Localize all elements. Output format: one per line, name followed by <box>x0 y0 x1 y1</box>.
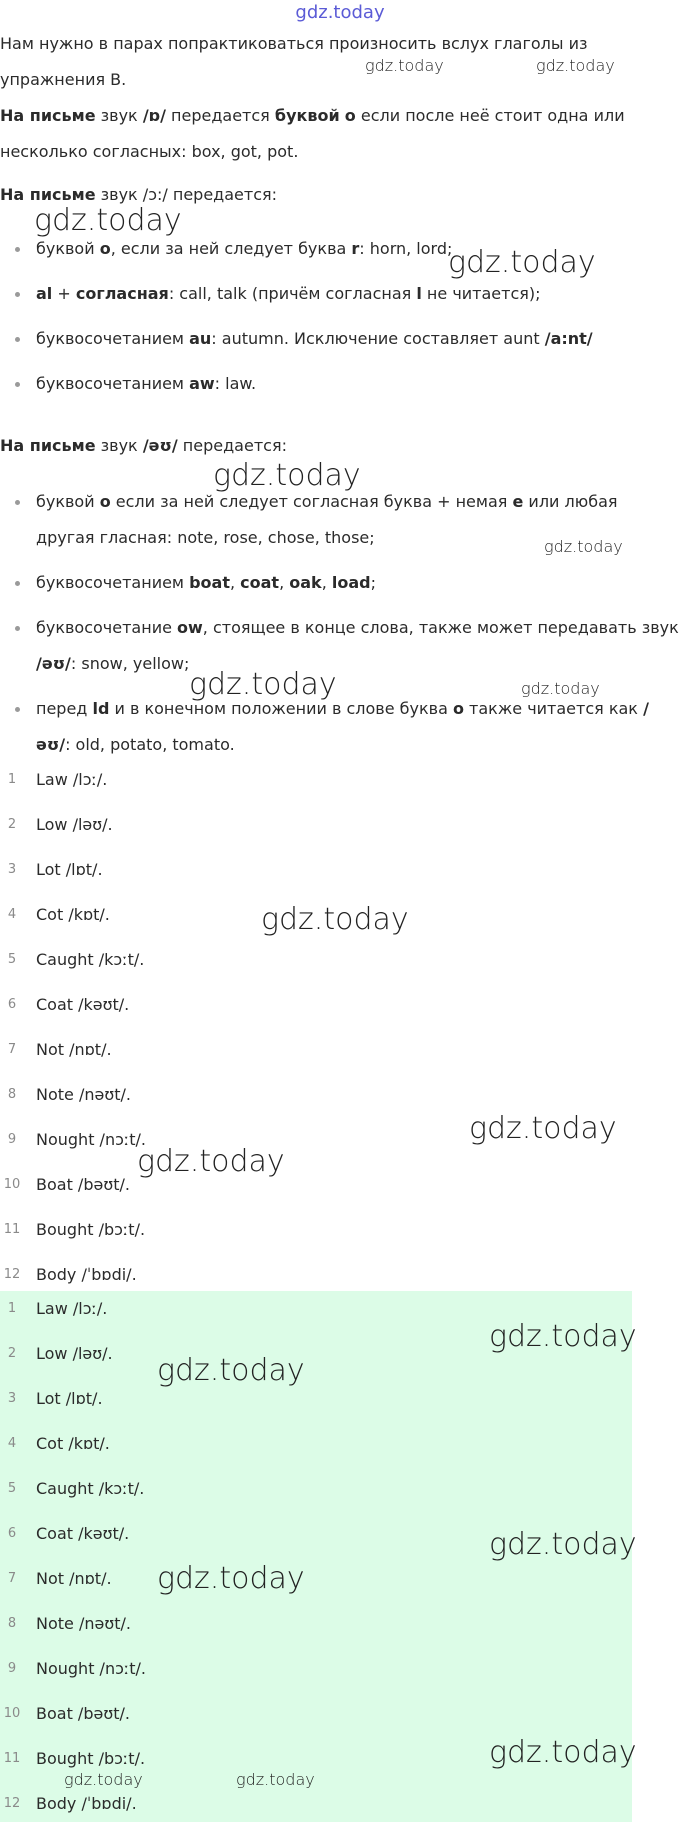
item-text: или любая другая гласная: note, rose, chose, those; <box>36 492 618 547</box>
item-bold: aw <box>189 374 215 393</box>
item-number: 2 <box>7 1346 17 1361</box>
item-text: Not /nɒt/. <box>36 1569 112 1588</box>
watermark: gdz.today <box>34 203 182 238</box>
item-bold: al <box>36 284 53 303</box>
item-text: , <box>229 573 241 592</box>
item-number: 12 <box>3 1267 21 1282</box>
item-text: Coat /kəʊt/. <box>36 1524 130 1543</box>
watermark: gdz.today <box>261 902 409 937</box>
item-text: Bought /bɔːt/. <box>36 1220 146 1239</box>
header-watermark: gdz.today <box>295 2 385 23</box>
bullet-icon <box>15 500 20 505</box>
item-text: Note /nəʊt/. <box>36 1085 131 1104</box>
rule-text: звук /ɔ:/ передается: <box>95 185 277 204</box>
list-item <box>0 1167 680 1212</box>
bullet-icon <box>15 626 20 631</box>
item-number: 12 <box>3 1796 21 1811</box>
rule-text: звук <box>95 436 143 455</box>
item-number: 7 <box>7 1571 17 1586</box>
watermark: gdz.today <box>213 458 361 493</box>
watermark: gdz.today <box>544 537 623 556</box>
item-number: 10 <box>3 1706 21 1721</box>
item-bold: /əʊ/ <box>36 654 71 673</box>
item-text: Boat /bəʊt/. <box>36 1704 130 1723</box>
watermark: gdz.today <box>469 1111 617 1146</box>
item-text: : call, talk (причём согласная <box>168 284 417 303</box>
watermark: gdz.today <box>489 1527 637 1562</box>
item-bold: l <box>416 284 422 303</box>
bullet-icon <box>15 581 20 586</box>
rule-text: передается: <box>177 436 287 455</box>
watermark: gdz.today <box>365 56 444 75</box>
item-text: Law /lɔː/. <box>36 770 108 789</box>
list-item <box>0 1426 680 1471</box>
word-list <box>0 762 680 1302</box>
item-number: 2 <box>7 817 17 832</box>
item-text: Caught /kɔːt/. <box>36 1479 145 1498</box>
item-number: 7 <box>7 1042 17 1057</box>
item-bold: о <box>99 239 111 258</box>
list-item <box>0 366 680 402</box>
item-bold: /əʊ/ <box>36 699 649 754</box>
item-text: если за ней следует согласная буква + немая <box>110 492 513 511</box>
item-text: буквой <box>36 239 100 258</box>
item-number: 4 <box>7 1436 17 1451</box>
list-item <box>0 321 680 357</box>
rule-lead: На письме <box>0 185 96 204</box>
watermark: gdz.today <box>536 56 615 75</box>
item-text: Note /nəʊt/. <box>36 1614 131 1633</box>
item-number: 5 <box>7 952 17 967</box>
list-item <box>0 1561 680 1606</box>
item-bold: ld <box>92 699 110 718</box>
watermark: gdz.today <box>236 1770 315 1789</box>
item-text: : law. <box>214 374 257 393</box>
item-text: Bought /bɔːt/. <box>36 1749 146 1768</box>
item-text: Caught /kɔːt/. <box>36 950 145 969</box>
item-bold: согласная <box>75 284 169 303</box>
item-number: 1 <box>7 772 17 787</box>
item-text: не читается); <box>421 284 541 303</box>
bullet-icon <box>15 382 20 387</box>
item-bold: coat <box>240 573 280 592</box>
watermark: gdz.today <box>448 245 596 280</box>
bullet-icon <box>15 292 20 297</box>
item-text: Nought /nɔːt/. <box>36 1130 147 1149</box>
rule-ou-list <box>0 484 680 772</box>
rule-text: звук <box>95 106 143 125</box>
item-number: 8 <box>7 1087 17 1102</box>
bullet-icon <box>15 247 20 252</box>
item-text: : old, potato, tomato. <box>65 735 235 754</box>
item-text: , <box>321 573 332 592</box>
item-bold: о <box>99 492 111 511</box>
item-number: 6 <box>7 997 17 1012</box>
rule-sound: /ɒ/ <box>142 106 166 125</box>
item-number: 1 <box>7 1301 17 1316</box>
item-text: Law /lɔː/. <box>36 1299 108 1318</box>
list-item <box>0 762 680 807</box>
rule-o-short <box>0 98 660 170</box>
item-text: буквосочетанием <box>36 329 190 348</box>
item-text: , если за ней следует буква <box>110 239 352 258</box>
list-item <box>0 1381 680 1426</box>
item-text: , стоящее в конце слова, также может передавать звук <box>202 618 679 637</box>
item-bold: load <box>331 573 371 592</box>
watermark: gdz.today <box>489 1319 637 1354</box>
item-text: Lot /lɒt/. <box>36 860 103 879</box>
list-item <box>0 1651 680 1696</box>
item-text: Nought /nɔːt/. <box>36 1659 147 1678</box>
item-text: Body /ˈbɒdi/. <box>36 1794 137 1813</box>
item-text: Lot /lɒt/. <box>36 1389 103 1408</box>
item-number: 10 <box>3 1177 21 1192</box>
item-number: 8 <box>7 1616 17 1631</box>
item-text: буквосочетание <box>36 618 178 637</box>
item-text: : autumn. Исключение составляет aunt <box>211 329 545 348</box>
list-item <box>0 1786 680 1831</box>
item-number: 9 <box>7 1661 17 1676</box>
item-text: Low /ləʊ/. <box>36 815 113 834</box>
rule-text: если после неё стоит одна или несколько согласных: box, got, pot. <box>0 106 625 161</box>
item-text: также читается как <box>463 699 644 718</box>
item-text: ; <box>370 573 376 592</box>
list-item <box>0 1212 680 1257</box>
watermark: gdz.today <box>489 1735 637 1770</box>
item-text: буквой <box>36 492 100 511</box>
rule-sound: /əʊ/ <box>142 436 178 455</box>
item-number: 5 <box>7 1481 17 1496</box>
rule-lead: На письме <box>0 436 96 455</box>
list-item <box>0 1606 680 1651</box>
list-item <box>0 807 680 852</box>
rule-bold: буквой <box>274 106 340 125</box>
rule-lead: На письме <box>0 106 96 125</box>
watermark: gdz.today <box>157 1561 305 1596</box>
item-number: 4 <box>7 907 17 922</box>
item-text: перед <box>36 699 93 718</box>
watermark: gdz.today <box>521 679 600 698</box>
item-number: 3 <box>7 862 17 877</box>
item-bold: r <box>351 239 360 258</box>
item-text: Cot /kɒt/. <box>36 905 110 924</box>
item-text: и в конечном положении в слове буква <box>109 699 453 718</box>
item-number: 11 <box>3 1751 21 1766</box>
item-text: + <box>52 284 76 303</box>
item-bold: ow <box>177 618 203 637</box>
watermark: gdz.today <box>137 1144 285 1179</box>
intro-text: Нам нужно в парах попрактиковаться произносить вслух глаголы из упражнения B. <box>0 34 588 89</box>
item-text: Not /nɒt/. <box>36 1040 112 1059</box>
item-bold: boat <box>189 573 230 592</box>
list-item <box>0 987 680 1032</box>
item-number: 3 <box>7 1391 17 1406</box>
watermark: gdz.today <box>189 667 337 702</box>
list-item <box>0 276 680 312</box>
rule-text: передается <box>165 106 275 125</box>
rule-letter: о <box>344 106 356 125</box>
item-text: Low /ləʊ/. <box>36 1344 113 1363</box>
item-bold: /a:nt/ <box>544 329 593 348</box>
item-text: буквосочетанием <box>36 573 190 592</box>
list-item <box>0 565 680 601</box>
list-item <box>0 1471 680 1516</box>
item-text: Coat /kəʊt/. <box>36 995 130 1014</box>
watermark: gdz.today <box>157 1353 305 1388</box>
watermark: gdz.today <box>64 1770 143 1789</box>
list-item <box>0 852 680 897</box>
item-number: 9 <box>7 1132 17 1147</box>
item-text: буквосочетанием <box>36 374 190 393</box>
item-text: Cot /kɒt/. <box>36 1434 110 1453</box>
item-text: : snow, yellow; <box>70 654 190 673</box>
item-text: , <box>279 573 290 592</box>
item-text: Boat /bəʊt/. <box>36 1175 130 1194</box>
item-text: : horn, lord; <box>359 239 453 258</box>
item-text: Body /ˈbɒdi/. <box>36 1265 137 1284</box>
item-bold: au <box>189 329 212 348</box>
list-item <box>0 610 680 682</box>
list-item <box>0 1032 680 1077</box>
item-bold: е <box>512 492 524 511</box>
item-bold: oak <box>289 573 322 592</box>
item-bold: о <box>452 699 464 718</box>
list-item <box>0 942 680 987</box>
list-item <box>0 691 680 763</box>
item-number: 6 <box>7 1526 17 1541</box>
bullet-icon <box>15 707 20 712</box>
bullet-icon <box>15 337 20 342</box>
item-number: 11 <box>3 1222 21 1237</box>
